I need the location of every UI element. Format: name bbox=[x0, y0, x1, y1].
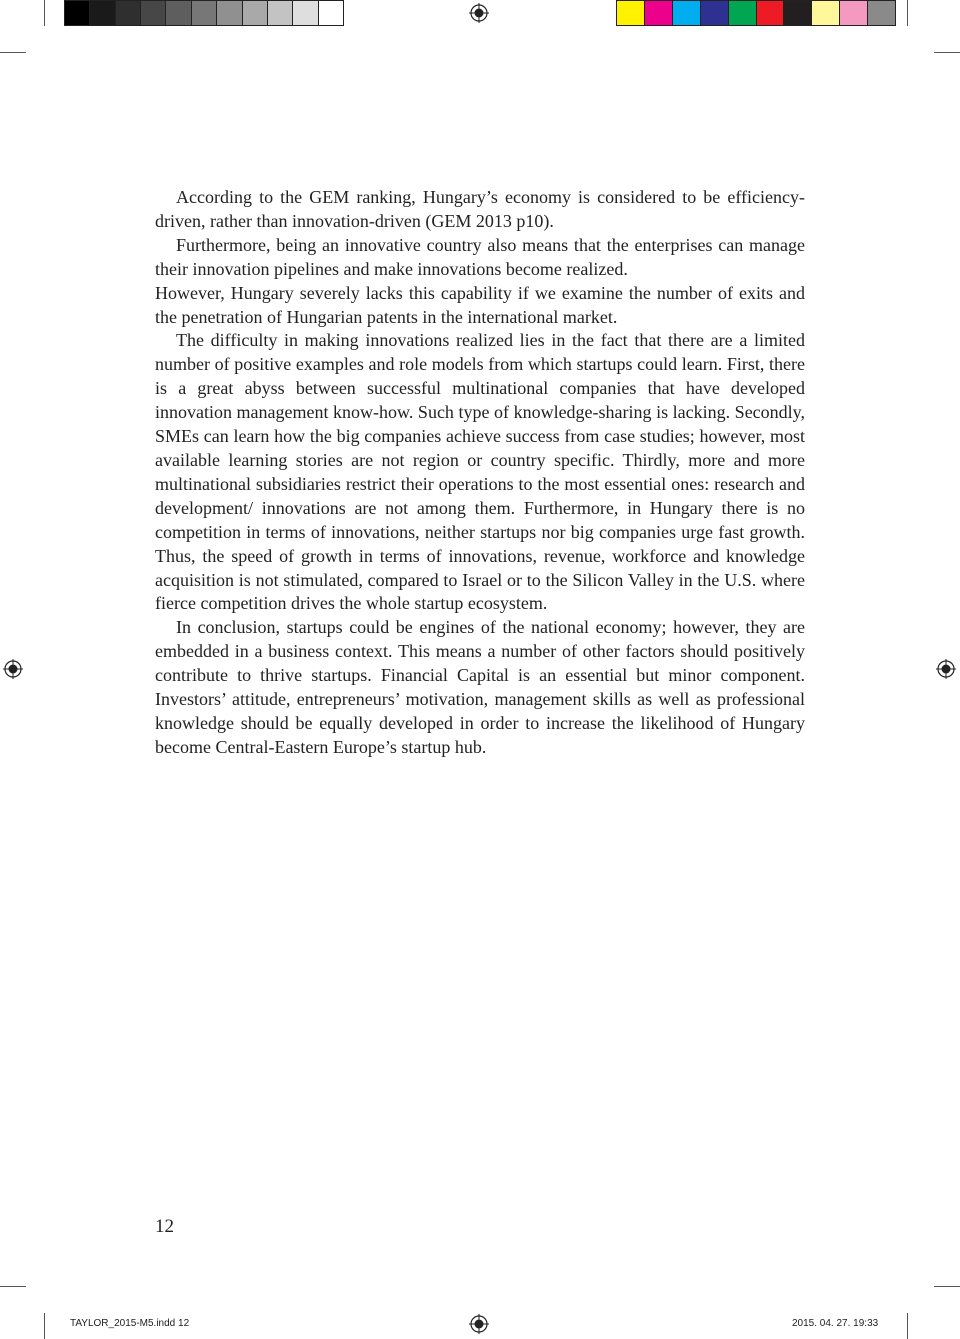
trim-mark bbox=[0, 1286, 26, 1287]
color-swatch bbox=[243, 1, 268, 25]
paragraph: Furthermore, being an innovative country also means that the enterprises can manage their innovation pipelines and make innovations become realized. bbox=[155, 234, 805, 279]
color-swatch bbox=[812, 1, 840, 25]
color-swatch bbox=[673, 1, 701, 25]
color-swatch bbox=[217, 1, 242, 25]
trim-mark bbox=[907, 1313, 908, 1339]
color-swatch bbox=[268, 1, 293, 25]
color-swatch bbox=[90, 1, 115, 25]
slug-timestamp: 2015. 04. 27. 19:33 bbox=[792, 1318, 879, 1329]
color-swatch bbox=[729, 1, 757, 25]
trim-mark bbox=[44, 0, 45, 26]
color-swatch bbox=[141, 1, 166, 25]
registration-mark-icon bbox=[936, 659, 956, 679]
registration-mark-icon bbox=[469, 1314, 489, 1334]
color-swatch bbox=[868, 1, 895, 25]
color-swatch bbox=[840, 1, 868, 25]
paragraph: In conclusion, startups could be engines of the national economy; however, they are embedded in a business context. This means a number of other factors should positively contribute to thrive startups. Financial Capital is an essential but minor component. Investors’ attitude, entrepreneurs’ motivation, management skills as well as professional knowledge should be equally developed in order to increase the likelihood of Hungary become Central-Eastern Europe’s startup hub. bbox=[155, 617, 805, 757]
paragraph: The difficulty in making innovations realized lies in the fact that there are a limited number of positive examples and role models from which startups could learn. First, there is a great abyss between successful multinational companies that have developed innovation management know-how. Such type of knowledge-sharing is lacking. Secondly, SMEs can learn how the big companies achieve success from case studies; however, most available learning stories are not region or country specific. Thirdly, more and more multinational subsidiaries restrict their operations to the most essential ones: research and development/ innovations are not among them. Furthermore, in Hungary there is no competition in terms of innovations, neither startups nor big companies urge fast growth. Thus, the speed of growth in terms of innovations, revenue, workforce and knowledge acquisition is not stimulated, compared to Israel or to the Silicon Valley in the U.S. where fierce competition drives the whole startup ecosystem. bbox=[155, 330, 805, 614]
color-swatch bbox=[645, 1, 673, 25]
process-color-bar bbox=[616, 0, 896, 26]
color-swatch bbox=[701, 1, 729, 25]
color-swatch bbox=[319, 1, 343, 25]
trim-mark bbox=[934, 1286, 960, 1287]
color-swatch bbox=[293, 1, 318, 25]
registration-mark-icon bbox=[469, 3, 489, 23]
paragraph: However, Hungary severely lacks this capability if we examine the number of exits and the penetration of Hungarian patents in the international market. bbox=[155, 282, 805, 327]
color-swatch bbox=[116, 1, 141, 25]
color-swatch bbox=[65, 1, 90, 25]
slug-filename: TAYLOR_2015-M5.indd 12 bbox=[70, 1318, 190, 1329]
color-swatch bbox=[192, 1, 217, 25]
trim-mark bbox=[44, 1313, 45, 1339]
trim-mark bbox=[907, 0, 908, 26]
paragraph: According to the GEM ranking, Hungary’s economy is considered to be efficiency-driven, rather than innovation-driven (GEM 2013 p10). bbox=[155, 187, 805, 231]
trim-mark bbox=[0, 52, 26, 53]
body-text bbox=[155, 186, 805, 760]
page-number: 12 bbox=[155, 1216, 174, 1237]
color-swatch bbox=[784, 1, 812, 25]
grayscale-color-bar bbox=[64, 0, 344, 26]
registration-mark-icon bbox=[3, 659, 23, 679]
trim-mark bbox=[934, 52, 960, 53]
color-swatch bbox=[166, 1, 191, 25]
color-swatch bbox=[757, 1, 785, 25]
color-swatch bbox=[617, 1, 645, 25]
